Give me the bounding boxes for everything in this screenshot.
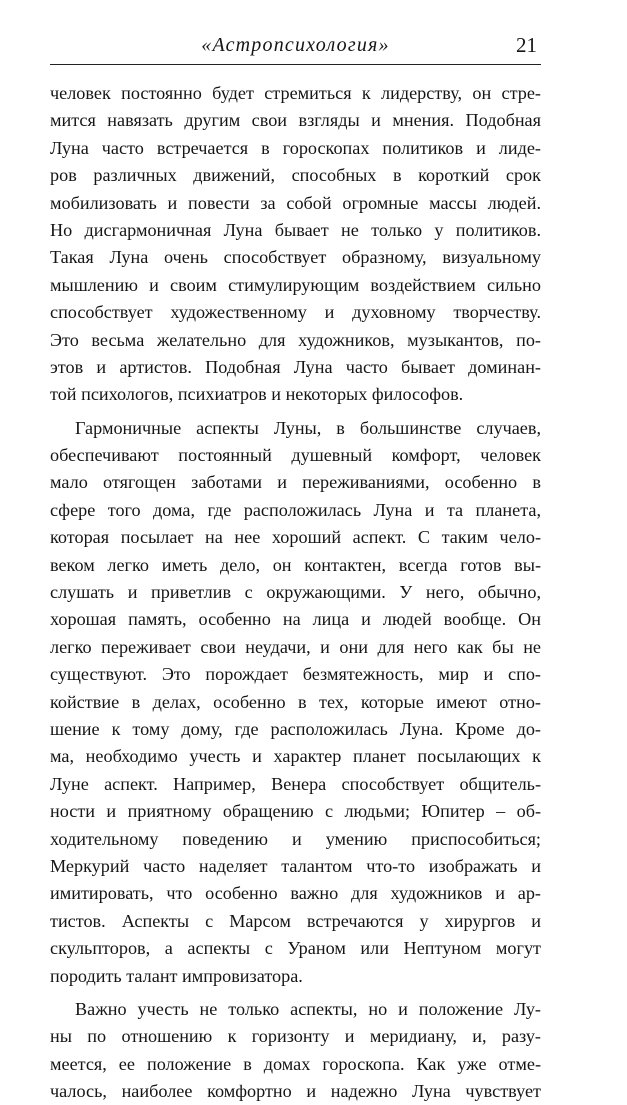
text-line: имитировать, что особенно важно для художников и ар- xyxy=(50,883,541,904)
running-title: «Астропсихология» xyxy=(201,34,390,56)
text-line: меется, ее положение в домах гороскопа. Как уже отме- xyxy=(50,1053,541,1074)
text-line: чалось, наиболее комфортно и надежно Луна чувствует xyxy=(50,1081,541,1102)
text-line: ходительному поведению и умению приспособиться; xyxy=(50,828,541,849)
text-line: хорошая память, особенно на лица и людей вообще. Он xyxy=(50,609,541,630)
paragraph xyxy=(50,415,541,990)
text-line: ны по отношению к горизонту и меридиану, и, разу- xyxy=(50,1026,541,1047)
text-line: сфере того дома, где расположилась Луна и та планета, xyxy=(50,499,541,520)
text-line: способствует художественному и духовному творчеству. xyxy=(50,302,541,323)
text-line: мышлению и своим стимулирующим воздействием сильно xyxy=(50,274,541,295)
paragraph xyxy=(50,80,541,409)
text-line: человек постоянно будет стремиться к лидерству, он стре- xyxy=(50,83,541,103)
text-line: Это весьма желательно для художников, музыкантов, по- xyxy=(50,329,541,350)
text-line: Но дисгармоничная Луна бывает не только у политиков. xyxy=(50,219,541,240)
text-line: слушать и приветлив с окружающими. У него, обычно, xyxy=(50,582,541,603)
text-line: ности и приятному обращению с людьми; Юпитер – об- xyxy=(50,801,541,822)
text-line: которая посылает на нее хороший аспект. С таким чело- xyxy=(50,527,541,548)
text-line: Меркурий часто наделяет талантом что-то изображать и xyxy=(50,855,541,876)
paragraph xyxy=(50,996,541,1105)
text-line: веком легко иметь дело, он контактен, всегда готов вы- xyxy=(50,554,541,575)
text-line: породить талант импровизатора. xyxy=(50,965,303,986)
body-text xyxy=(50,80,541,1105)
text-line: мало отягощен заботами и переживаниями, особенно в xyxy=(50,472,541,493)
text-line: скульпторов, а аспекты с Ураном или Нептуном могут xyxy=(50,938,541,959)
text-line: мобилизовать и повести за собой огромные массы людей. xyxy=(50,192,541,213)
text-line: Такая Луна очень способствует образному, визуальному xyxy=(50,247,541,268)
text-line: шение к тому дому, где расположилась Луна. Кроме до- xyxy=(50,718,541,739)
text-line: Гармоничные аспекты Луны, в большинстве случаев, xyxy=(75,417,541,438)
text-line: Луне аспект. Например, Венера способствует общитель- xyxy=(50,773,541,794)
text-line: существуют. Это порождает безмятежность, мир и спо- xyxy=(50,664,541,685)
text-line: легко переживает свои неудачи, и они для него как бы не xyxy=(50,636,541,657)
text-line: обеспечивают постоянный душевный комфорт, человек xyxy=(50,445,541,466)
text-line: койствие в делах, особенно в тех, которые имеют отно- xyxy=(50,691,541,712)
text-line: мится навязать другим свои взгляды и мнения. Подобная xyxy=(50,110,541,131)
text-line: той психологов, психиатров и некоторых философов. xyxy=(50,384,464,405)
text-line: Важно учесть не только аспекты, но и положение Лу- xyxy=(75,998,541,1019)
text-line: этов и артистов. Подобная Луна часто бывает доминан- xyxy=(50,356,541,377)
text-line: тистов. Аспекты с Марсом встречаются у хирургов и xyxy=(50,910,541,931)
text-line: Луна часто встречается в гороскопах политиков и лиде- xyxy=(50,137,541,158)
text-line: ров различных движений, способных в короткий срок xyxy=(50,165,541,186)
page-number: 21 xyxy=(516,33,537,57)
running-header xyxy=(50,32,541,65)
text-line: ма, необходимо учесть и характер планет посылающих к xyxy=(50,746,541,767)
